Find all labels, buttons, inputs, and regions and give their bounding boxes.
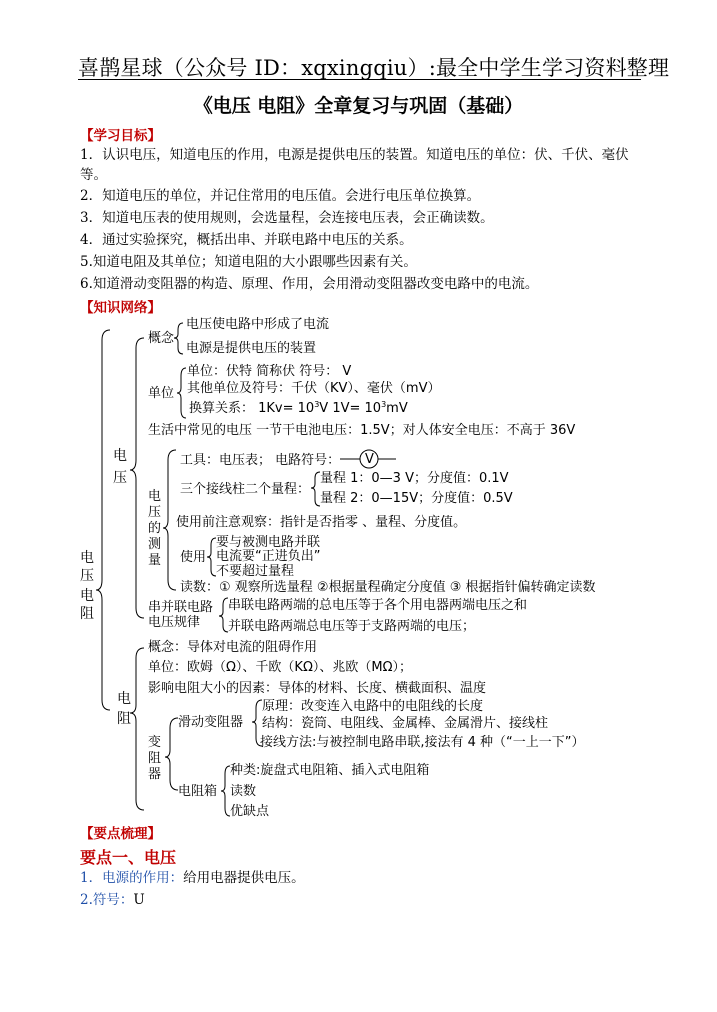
voltmeter-symbol-letter: V: [365, 452, 374, 467]
use-item-3: 不要超过量程: [216, 564, 295, 579]
unit-item-1: 单位：伏特 简称伏 符号： V: [187, 364, 352, 379]
unit-brace: [177, 368, 186, 418]
use-label: 使用: [180, 550, 207, 565]
root-char-1: 电: [80, 550, 94, 566]
law-item-2: 并联电路两端总电压等于支路两端的电压；: [228, 619, 476, 634]
use-item-2: 电流要“正进负出”: [216, 549, 321, 564]
point1-item-1: [80, 866, 305, 886]
goal-5: 5.知道电阻及其单位；知道电阻的大小跟哪些因素有关。: [80, 254, 417, 270]
point1-item-2-index: 2.: [80, 892, 93, 908]
goal-2: 2．知道电压的单位，并记住常用的电压值。会进行电压单位换算。: [80, 188, 481, 204]
unit-label: 单位: [148, 386, 175, 401]
slide-item-2: 结构：瓷筒、电阻线、金属棒、金属滑片、接线柱: [262, 716, 549, 731]
root-char-4: 阻: [80, 606, 94, 622]
unit-item-2: 其他单位及符号：千伏（KV）、毫伏（mV）: [187, 381, 441, 396]
goal-6: 6.知道滑动变阻器的构造、原理、作用，会用滑动变阻器改变电路中的电流。: [80, 276, 539, 292]
law-label-1: 串并联电路: [148, 600, 214, 615]
page-header: 喜鹊星球（公众号 ID：xqxingqiu）:最全中学生学习资料整理: [78, 56, 670, 80]
law-brace: [219, 598, 228, 632]
points-heading: 【要点梳理】: [80, 826, 161, 842]
resistance-char-2: 阻: [117, 711, 131, 727]
concept-label: 概念: [148, 331, 175, 346]
point1-item-2-text: U: [133, 892, 145, 908]
box-brace: [221, 766, 230, 816]
tool-text: 工具：电压表； 电路符号：: [180, 453, 341, 468]
root-brace: [96, 330, 110, 710]
unit-item-3: 换算关系： $1Kv= 10^3V$ $1V= 10^3mV$: [189, 400, 408, 416]
r-concept: 概念：导体对电流的阻碍作用: [148, 640, 318, 655]
rheostat-char-3: 器: [148, 767, 162, 782]
doc-title: 《电压 电阻》全章复习与巩固（基础）: [193, 95, 524, 117]
box-label: 电阻箱: [178, 784, 218, 799]
voltage-char-2: 压: [113, 470, 127, 486]
point1-item-2-label: 符号：: [92, 892, 134, 908]
concept-item-1: 电压使电路中形成了电流: [186, 317, 330, 332]
range-2: 量程 2：0—15V；分度值：0.5V: [320, 491, 513, 506]
r-factor: 影响电阻大小的因素：导体的材料、长度、横截面积、温度: [148, 681, 487, 696]
measure-char-1: 电: [148, 489, 162, 504]
voltage-brace: [130, 338, 144, 618]
slide-item-3: 接线方法:与被控制电路串联,接法有 4 种（“一上一下”）: [260, 735, 585, 750]
read-text: 读数：① 观察所选量程 ②根据量程确定分度值 ③ 根据指针偏转确定读数: [180, 580, 596, 595]
goal-1: 1．认识电压，知道电压的作用，电源是提供电压的装置。知道电压的单位：伏、千伏、毫伏等。: [80, 147, 629, 183]
box-item-3: 优缺点: [230, 804, 270, 819]
goals-heading: 【学习目标】: [80, 128, 161, 144]
measure-char-4: 测: [148, 537, 162, 552]
slide-item-1: 原理：改变连入电路中的电阻线的长度: [262, 699, 484, 714]
resistance-brace: [130, 648, 144, 810]
point1-heading: 要点一、电压: [80, 848, 177, 867]
network-heading: 【知识网络】: [80, 300, 161, 316]
r-unit: 单位：欧姆（Ω）、千欧（KΩ）、兆欧（MΩ）；: [148, 660, 413, 675]
point1-item-1-label: 电源的作用：: [102, 870, 184, 886]
root-char-3: 电: [80, 588, 94, 604]
concept-item-2: 电源是提供电压的装置: [186, 341, 317, 356]
goal-3: 3．知道电压表的使用规则，会选量程，会连接电压表，会正确读数。: [80, 210, 494, 226]
root-char-2: 压: [80, 568, 94, 584]
measure-brace: [163, 450, 176, 590]
point1-item-1-text: 给用电器提供电压。: [183, 870, 305, 886]
range-brace: [311, 472, 320, 506]
measure-char-3: 的: [148, 521, 162, 536]
terminals-text: 三个接线柱二个量程：: [180, 482, 311, 497]
resistance-char-1: 电: [117, 691, 131, 707]
common-voltage: 生活中常见的电压 一节干电池电压：1.5V；对人体安全电压：不高于 36V: [148, 423, 576, 438]
goal-4: 4．通过实验探究，概括出串、并联电路中电压的关系。: [80, 232, 413, 248]
concept-brace: [174, 323, 183, 354]
voltage-char-1: 电: [113, 448, 127, 464]
box-item-2: 读数: [230, 784, 257, 799]
rheostat-char-2: 阻: [148, 751, 162, 766]
measure-char-2: 压: [148, 505, 162, 520]
point1-item-1-index: 1．: [80, 870, 103, 886]
law-item-1: 串联电路两端的总电压等于各个用电器两端电压之和: [228, 598, 528, 613]
range-1: 量程 1：0—3 V；分度值：0.1V: [320, 471, 509, 486]
slide-label: 滑动变阻器: [178, 715, 244, 730]
box-item-1: 种类:旋盘式电阻箱、插入式电阻箱: [230, 763, 430, 778]
rheostat-char-1: 变: [148, 735, 162, 750]
use-brace: [207, 538, 216, 576]
rheostat-brace: [165, 718, 178, 790]
measure-char-5: 量: [148, 553, 162, 568]
law-label-2: 电压规律: [148, 615, 201, 630]
point1-item-2: [80, 888, 145, 908]
use-item-1: 要与被测电路并联: [216, 535, 321, 550]
before-use: 使用前注意观察：指针是否指零 、量程、分度值。: [176, 515, 467, 530]
